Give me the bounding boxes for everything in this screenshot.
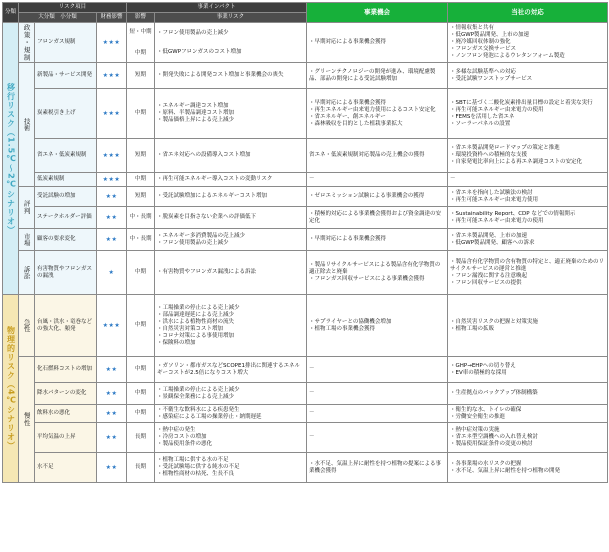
cell-line: ・情報収集と共有 xyxy=(450,25,495,32)
cell-line: ・製品使用条件の悪化 xyxy=(157,441,213,448)
cell-line: 中・長期 xyxy=(129,236,152,243)
cell-line: 中期 xyxy=(134,410,146,417)
cell-line: ・ノンフロン発泡によるウレタンフォーム製造 xyxy=(450,52,565,59)
cell-line: ・再生可能エネルギー由来電力の使用 xyxy=(450,106,544,113)
business-opportunity xyxy=(307,173,448,187)
cell-line: ・省エネ型空調機への入れ替え検討 xyxy=(450,434,539,441)
cell-line: ・森林吸収を目的とした植栽事業拡大 xyxy=(309,120,403,127)
cell-line: ・グリーンテクノロジーの開発が進み、環境配慮製品、部品の開発による受託試験増加 xyxy=(309,68,436,82)
financial-impact-stars: ★★★ xyxy=(97,22,127,63)
influence xyxy=(127,89,155,139)
influence xyxy=(127,63,155,89)
cell-line: － xyxy=(309,176,315,183)
header-business-impact: 事業インパクト xyxy=(127,3,307,13)
cell-line: ・冷房コストの増加 xyxy=(157,434,207,441)
minor-category: 顧客の要求変化 xyxy=(35,229,97,251)
cell-line: ・開発失敗による開発コスト増加と事業機会の喪失 xyxy=(157,72,284,79)
header-major xyxy=(19,12,97,22)
cell-line: ・脱炭素を目指さない企業への評価低下 xyxy=(157,214,257,221)
cell-line: 省エネ・低炭素規制対応製品の売上機会の獲得 xyxy=(309,152,425,159)
cell-line: 中期 xyxy=(134,110,146,117)
cell-line: ・水不足、気温上昇に耐性を持つ植物の提案による事業機会獲得 xyxy=(309,460,442,474)
business-risk xyxy=(155,405,307,423)
financial-impact-stars: ★★★ xyxy=(97,173,127,187)
financial-impact-stars: ★ xyxy=(97,251,127,295)
minor-category: 有害物質やフロンガスの漏洩 xyxy=(35,251,97,295)
table-row xyxy=(3,207,608,229)
business-risk xyxy=(155,251,307,295)
financial-impact-stars: ★★ xyxy=(97,453,127,483)
cell-line: ・自家発電比率向上による再エネ調達コストの安定化 xyxy=(450,159,583,166)
business-opportunity xyxy=(307,187,448,207)
cell-line: 中期 xyxy=(134,322,146,329)
company-response xyxy=(448,423,608,453)
minor-category: 化石燃料コストの増加 xyxy=(35,357,97,383)
minor-category: 省エネ・低炭素規制 xyxy=(35,139,97,173)
cell-line: ・省エネ対応への設備導入コスト増加 xyxy=(157,152,251,159)
business-risk xyxy=(155,139,307,173)
minor-category: 受託試験の増加 xyxy=(35,187,97,207)
category-physical: 物理的リスク（4℃シナリオ） xyxy=(3,295,19,483)
cell-line: ・衛生的な水、トイレの確保 xyxy=(450,406,522,413)
company-response xyxy=(448,357,608,383)
cell-line: ・自然災害リスクの把握と対策実施 xyxy=(450,318,538,325)
table-row xyxy=(3,295,608,357)
header-business-risk: 事業リスク xyxy=(155,12,307,22)
company-response xyxy=(448,251,608,295)
cell-line: ・コロナ対策による事使用増加 xyxy=(157,332,235,339)
business-opportunity xyxy=(307,89,448,139)
business-opportunity xyxy=(307,63,448,89)
cell-line: ・FEMSを活用した省エネ xyxy=(450,113,515,120)
cell-line: ・再生エネルギー由来電力使用によるコスト安定化 xyxy=(309,106,436,113)
cell-line: ・省エネ製品開発ロードマップの策定と推進 xyxy=(450,145,560,152)
financial-impact-stars: ★★ xyxy=(97,405,127,423)
table-row xyxy=(3,22,608,63)
cell-line: － xyxy=(309,366,315,373)
header-opportunity: 事業機会 xyxy=(307,3,448,23)
business-risk xyxy=(155,63,307,89)
cell-line: ・フロン回収サービスの提供 xyxy=(450,279,522,286)
business-opportunity xyxy=(307,229,448,251)
company-response xyxy=(448,383,608,405)
business-opportunity xyxy=(307,22,448,63)
minor-category: 飲料水の悪化 xyxy=(35,405,97,423)
business-opportunity xyxy=(307,139,448,173)
influence xyxy=(127,423,155,453)
cell-line: ・再生可能エネルギー由来電力使用 xyxy=(450,196,539,203)
minor-category: フロンガス規制 xyxy=(35,22,97,63)
table-row xyxy=(3,187,608,207)
cell-line: ・フロン漏洩に関する注意喚起 xyxy=(450,272,528,279)
company-response xyxy=(448,207,608,229)
cell-line: ・省エネ製品開発、上市の加速 xyxy=(450,232,528,239)
header-influence: 影響 xyxy=(127,12,155,22)
table-row xyxy=(3,139,608,173)
financial-impact-stars: ★★ xyxy=(97,423,127,453)
cell-line: ・早期対応による事業機会獲得 xyxy=(309,236,387,243)
cell-line: ・サプライヤーとの協働機会増加 xyxy=(309,318,392,325)
cell-line: 短期 xyxy=(134,193,146,200)
company-response xyxy=(448,22,608,63)
business-risk xyxy=(155,22,307,63)
cell-line: ・生産拠点のバックアップ体制構築 xyxy=(450,390,538,397)
cell-line: － xyxy=(309,390,315,397)
cell-line: ・熱中症の発生 xyxy=(157,427,196,434)
cell-line: 中期 xyxy=(134,269,146,276)
cell-line: ・省エネを指向した試験法の検討 xyxy=(450,189,533,196)
cell-line: ・ゼロエミッション試験による事業機会の獲得 xyxy=(309,193,425,200)
company-response xyxy=(448,295,608,357)
cell-line: 中期 xyxy=(134,49,146,56)
minor-category: 平均気温の上昇 xyxy=(35,423,97,453)
cell-line: ・低GWP製品開発、顧客への訴求 xyxy=(450,239,535,246)
cell-line: ・植物工場の事業機会獲得 xyxy=(309,325,376,332)
cell-line: ・エネルギー多消費製品の売上減少 xyxy=(157,232,246,239)
business-opportunity xyxy=(307,207,448,229)
cell-line: － xyxy=(309,410,315,417)
influence xyxy=(127,173,155,187)
cell-line: 長期 xyxy=(134,434,146,441)
cell-line: ・感染症による工場の操業停止・納期遅延 xyxy=(157,413,262,420)
cell-line: ・原料、半製品調達コスト増加 xyxy=(157,110,235,117)
influence xyxy=(127,207,155,229)
minor-category: 低炭素規制 xyxy=(35,173,97,187)
cell-line: ・受託試験場に供する純水の不足 xyxy=(157,464,240,471)
cell-line: ・ガソリン・都市ガスなどSCOPE1排出に関連するエネルギーコストが2.5倍になりコスト増大 xyxy=(157,362,300,376)
group-litigation: 訴訟 xyxy=(19,251,35,295)
influence xyxy=(127,295,155,357)
business-risk xyxy=(155,453,307,483)
cell-line: ・再生可能エネルギー由来電力の使用 xyxy=(450,217,544,224)
group-chronic: 慢性 xyxy=(19,357,35,483)
company-response xyxy=(448,89,608,139)
cell-line: ・低GWP製品開発、上市の加速 xyxy=(450,32,530,39)
business-risk xyxy=(155,383,307,405)
table-body xyxy=(3,22,608,483)
financial-impact-stars: ★★ xyxy=(97,207,127,229)
table-row xyxy=(3,63,608,89)
cell-line: 中・長期 xyxy=(129,214,152,221)
table-row xyxy=(3,173,608,187)
cell-line: ・工場操業の停止による売上減少 xyxy=(157,386,240,393)
influence xyxy=(127,139,155,173)
influence xyxy=(127,357,155,383)
group-technology: 技術 xyxy=(19,63,35,187)
business-opportunity xyxy=(307,357,448,383)
category-transition: 移行リスク（1.5℃～2℃シナリオ） xyxy=(3,22,19,295)
cell-line: ・部品調達遅延による売上減少 xyxy=(157,312,235,318)
table-row xyxy=(3,453,608,483)
business-opportunity xyxy=(307,251,448,295)
business-risk xyxy=(155,207,307,229)
cell-line: ・ソーラーパネルの設置 xyxy=(450,120,511,127)
cell-line: ・工場操業の停止による売上減少 xyxy=(157,305,240,312)
header-fin-impact: 財務影響 xyxy=(97,12,127,22)
header-category: 分類 xyxy=(3,3,19,23)
cell-line: ・植物性商材の枯死、生長不良 xyxy=(157,471,235,478)
cell-line: ・早期対応による事業機会獲得 xyxy=(309,39,387,46)
cell-line: ・フロン使用製品の売上減少 xyxy=(157,239,229,246)
cell-line: 短期 xyxy=(134,152,146,159)
influence xyxy=(127,22,155,63)
cell-line: ・製品リサイクルサービスによる製品含有化学物質の適正除去と廃棄 xyxy=(309,262,441,276)
group-market: 市場 xyxy=(19,229,35,251)
business-risk xyxy=(155,187,307,207)
table-row xyxy=(3,383,608,405)
influence xyxy=(127,251,155,295)
group-acute: 急性 xyxy=(19,295,35,357)
minor-category: 炭素税引き上げ xyxy=(35,89,97,139)
cell-line: ・多様な試験基準への対応 xyxy=(450,68,517,75)
cell-line: ・フロンガス回収サービスによる事業機会獲得 xyxy=(309,276,425,283)
header-major-label: 大分類 xyxy=(38,13,55,20)
cell-line: ・熱中症対策の実施 xyxy=(450,427,500,434)
business-opportunity xyxy=(307,423,448,453)
business-risk xyxy=(155,295,307,357)
cell-line: ・受託試験ワンストップサービス xyxy=(450,75,533,82)
cell-line: ・GHP→EHPへの切り替え xyxy=(450,362,516,369)
cell-line: ・廃冷媒回収体制の強化 xyxy=(450,39,511,46)
cell-line: ・受託試験増加によるエネルギーコスト増加 xyxy=(157,193,268,200)
business-risk xyxy=(155,89,307,139)
cell-line: ・エネルギー調達コスト増加 xyxy=(157,103,229,110)
company-response xyxy=(448,187,608,207)
cell-line: － xyxy=(309,434,315,441)
cell-line: ・労働安全衛生の推進 xyxy=(450,413,506,420)
table-row xyxy=(3,229,608,251)
cell-line: ・景観保全業務による売上減少 xyxy=(157,393,235,400)
cell-line: ・再生可能エネルギー導入コストの変動リスク xyxy=(157,176,273,183)
header-minor-label: 小分類 xyxy=(60,13,77,20)
minor-category: 降水パターンの変化 xyxy=(35,383,97,405)
company-response xyxy=(448,229,608,251)
table-row xyxy=(3,89,608,139)
influence xyxy=(127,187,155,207)
cell-line: 短・中期 xyxy=(129,28,152,35)
company-response xyxy=(448,173,608,187)
financial-impact-stars: ★★ xyxy=(97,357,127,383)
financial-impact-stars: ★★★ xyxy=(97,139,127,173)
cell-line: ・製品価格上昇による売上減少 xyxy=(157,117,235,124)
company-response xyxy=(448,453,608,483)
business-opportunity xyxy=(307,383,448,405)
cell-line: ・フロン使用製品の売上減少 xyxy=(157,29,229,36)
table-row xyxy=(3,357,608,383)
header-response: 当社の対応 xyxy=(448,3,608,23)
company-response xyxy=(448,139,608,173)
cell-line: ・EV車の積極的な採用 xyxy=(450,369,507,376)
cell-line: ・早期対応による事業機会獲得 xyxy=(309,100,387,106)
cell-line: 中期 xyxy=(134,176,146,183)
influence xyxy=(127,229,155,251)
cell-line: 長期 xyxy=(134,464,146,471)
business-opportunity xyxy=(307,295,448,357)
influence xyxy=(127,383,155,405)
minor-category: ステークホルダー評価 xyxy=(35,207,97,229)
cell-line: ・低GWPフロンガスのコスト増加 xyxy=(157,48,242,55)
influence xyxy=(127,405,155,423)
financial-impact-stars: ★★ xyxy=(97,383,127,405)
cell-line: ・SBTに基づく二酸化炭素排出量目標の設定と着実な実行 xyxy=(450,100,593,106)
table-row xyxy=(3,251,608,295)
business-risk xyxy=(155,229,307,251)
cell-line: 中期 xyxy=(134,366,146,373)
minor-category: 水不足 xyxy=(35,453,97,483)
group-regulation: 政策・規制 xyxy=(19,22,35,63)
cell-line: ・不衛生な飲料水による疾患発生 xyxy=(157,406,240,413)
group-reputation: 評判 xyxy=(19,187,35,229)
financial-impact-stars: ★★★ xyxy=(97,63,127,89)
influence xyxy=(127,453,155,483)
cell-line: － xyxy=(450,176,456,183)
climate-risk-table xyxy=(2,2,608,483)
cell-line: ・各事業場の水リスクの把握 xyxy=(450,460,522,467)
minor-category: 新製品・サービス開発 xyxy=(35,63,97,89)
company-response xyxy=(448,405,608,423)
financial-impact-stars: ★★ xyxy=(97,229,127,251)
cell-line: ・植物工場の拡販 xyxy=(450,325,495,332)
financial-impact-stars: ★★★ xyxy=(97,295,127,357)
cell-line: ・洪水による植物性商材の流失 xyxy=(157,318,235,325)
cell-line: ・製品含有化学物質の含有物質の特定と、適正廃棄のためのリサイクルサービスの運営と推進 xyxy=(450,259,605,272)
financial-impact-stars: ★★★ xyxy=(97,89,127,139)
cell-line: ・環境投資枠への積極的な支援 xyxy=(450,152,528,159)
cell-line: ・フロンガス交換サービス xyxy=(450,45,517,52)
business-opportunity xyxy=(307,405,448,423)
business-risk xyxy=(155,173,307,187)
table-row xyxy=(3,423,608,453)
cell-line: 短期 xyxy=(134,72,146,79)
header-risk-item: リスク項目 xyxy=(19,3,127,13)
table-row xyxy=(3,405,608,423)
cell-line: ・保険料の増加 xyxy=(157,339,196,346)
cell-line: ・Sustainability Report、CDP などでの情報開示 xyxy=(450,210,576,217)
minor-category: 台風・洪水・竜巻などの強大化、頻発 xyxy=(35,295,97,357)
cell-line: ・積極的対応による事業機会獲得および資金調達の安定化 xyxy=(309,210,442,224)
cell-line: ・植物工場に供する水の不足 xyxy=(157,457,229,464)
cell-line: ・有害物質やフロンガス漏洩による訴訟 xyxy=(157,269,257,276)
company-response xyxy=(448,63,608,89)
financial-impact-stars: ★★ xyxy=(97,187,127,207)
business-risk xyxy=(155,423,307,453)
business-opportunity xyxy=(307,453,448,483)
cell-line: 中期 xyxy=(134,390,146,397)
cell-line: ・製品使用保証条件の変更の検討 xyxy=(450,441,533,448)
cell-line: ・水不足、気温上昇に耐性を持つ植物の開発 xyxy=(450,467,561,474)
cell-line: ・自然災害対策コスト増加 xyxy=(157,325,224,332)
business-risk xyxy=(155,357,307,383)
cell-line: ・省エネルギー、創エネルギー xyxy=(309,113,386,120)
